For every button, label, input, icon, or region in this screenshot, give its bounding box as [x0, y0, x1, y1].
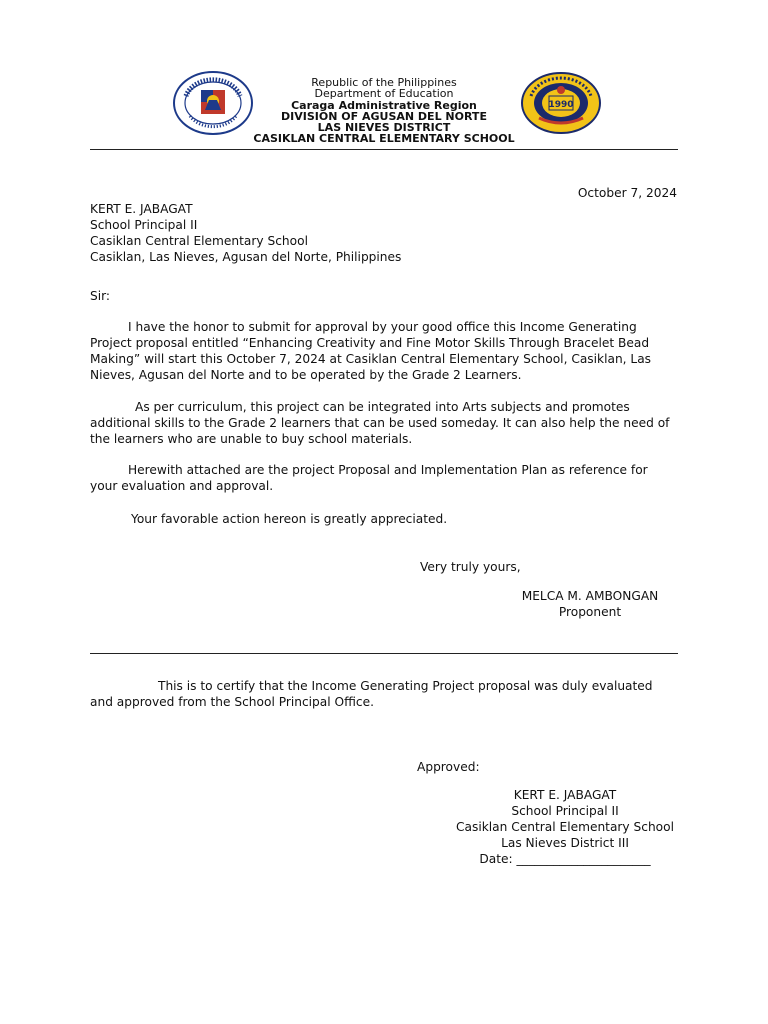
paragraph-line: Making” will start this October 7, 2024 at Casiklan Central Elementary School, Casiklan, Las: [90, 352, 652, 366]
letterhead: [200, 77, 568, 145]
letterhead-line-school: CASIKLAN CENTRAL ELEMENTARY SCHOOL: [253, 132, 515, 146]
body-paragraph-3: [90, 462, 680, 494]
paragraph-line: and approved from the School Principal Office.: [90, 695, 374, 709]
addressee-name: KERT E. JABAGAT: [90, 202, 193, 216]
school-seal-year: 1990: [548, 100, 574, 110]
addressee-block: [90, 201, 401, 265]
paragraph-line: This is to certify that the Income Generating Project proposal was duly evaluated: [158, 679, 653, 693]
approver-name: KERT E. JABAGAT: [513, 788, 617, 802]
addressee-school: Casiklan Central Elementary School: [90, 234, 308, 248]
approved-label: Approved:: [417, 760, 480, 774]
certification-paragraph: [90, 678, 680, 710]
paragraph-line: As per curriculum, this project can be integrated into Arts subjects and promotes: [135, 400, 630, 414]
paragraph-line: Your favorable action hereon is greatly appreciated.: [131, 512, 448, 526]
letterhead-line-republic: Republic of the Philippines: [311, 76, 457, 89]
paragraph-line: additional skills to the Grade 2 learners that can be used someday. It can also help the need of: [90, 416, 670, 430]
letterhead-line-region: Caraga Administrative Region: [291, 98, 477, 112]
letter-date: October 7, 2024: [577, 186, 677, 200]
header-divider: [90, 149, 678, 150]
body-paragraph-4: [90, 511, 680, 527]
paragraph-line: Herewith attached are the project Proposal and Implementation Plan as reference for: [128, 463, 648, 477]
date-field: Date: ______________________: [479, 852, 651, 866]
signer-name: MELCA M. AMBONGAN: [521, 589, 659, 603]
body-paragraph-2: [90, 399, 680, 447]
approver-title: School Principal II: [511, 804, 619, 818]
approver-district: Las Nieves District III: [501, 836, 629, 850]
paragraph-line: the learners who are unable to buy school materials.: [90, 432, 413, 446]
signature-block: [505, 588, 675, 620]
addressee-title: School Principal II: [90, 218, 198, 232]
letterhead-line-division: DIVISION OF AGUSAN DEL NORTE: [281, 109, 487, 123]
addressee-address: Casiklan, Las Nieves, Agusan del Norte, Philippines: [90, 250, 402, 264]
signer-role: Proponent: [558, 605, 622, 619]
paragraph-line: your evaluation and approval.: [90, 479, 274, 493]
salutation: Sir:: [90, 289, 111, 303]
letterhead-line-department: Department of Education: [314, 87, 454, 101]
letterhead-line-district: LAS NIEVES DISTRICT: [317, 121, 451, 135]
closing: Very truly yours,: [420, 560, 521, 574]
paragraph-line: Project proposal entitled “Enhancing Creativity and Fine Motor Skills Through Bracelet Bead: [90, 336, 650, 350]
section-divider: [90, 653, 678, 654]
approver-block: [450, 787, 680, 867]
body-paragraph-1: [90, 319, 680, 383]
paragraph-line: I have the honor to submit for approval by your good office this Income Generating: [128, 320, 637, 334]
approver-school: Casiklan Central Elementary School: [456, 820, 674, 834]
paragraph-line: Nieves, Agusan del Norte and to be operated by the Grade 2 Learners.: [90, 368, 522, 382]
